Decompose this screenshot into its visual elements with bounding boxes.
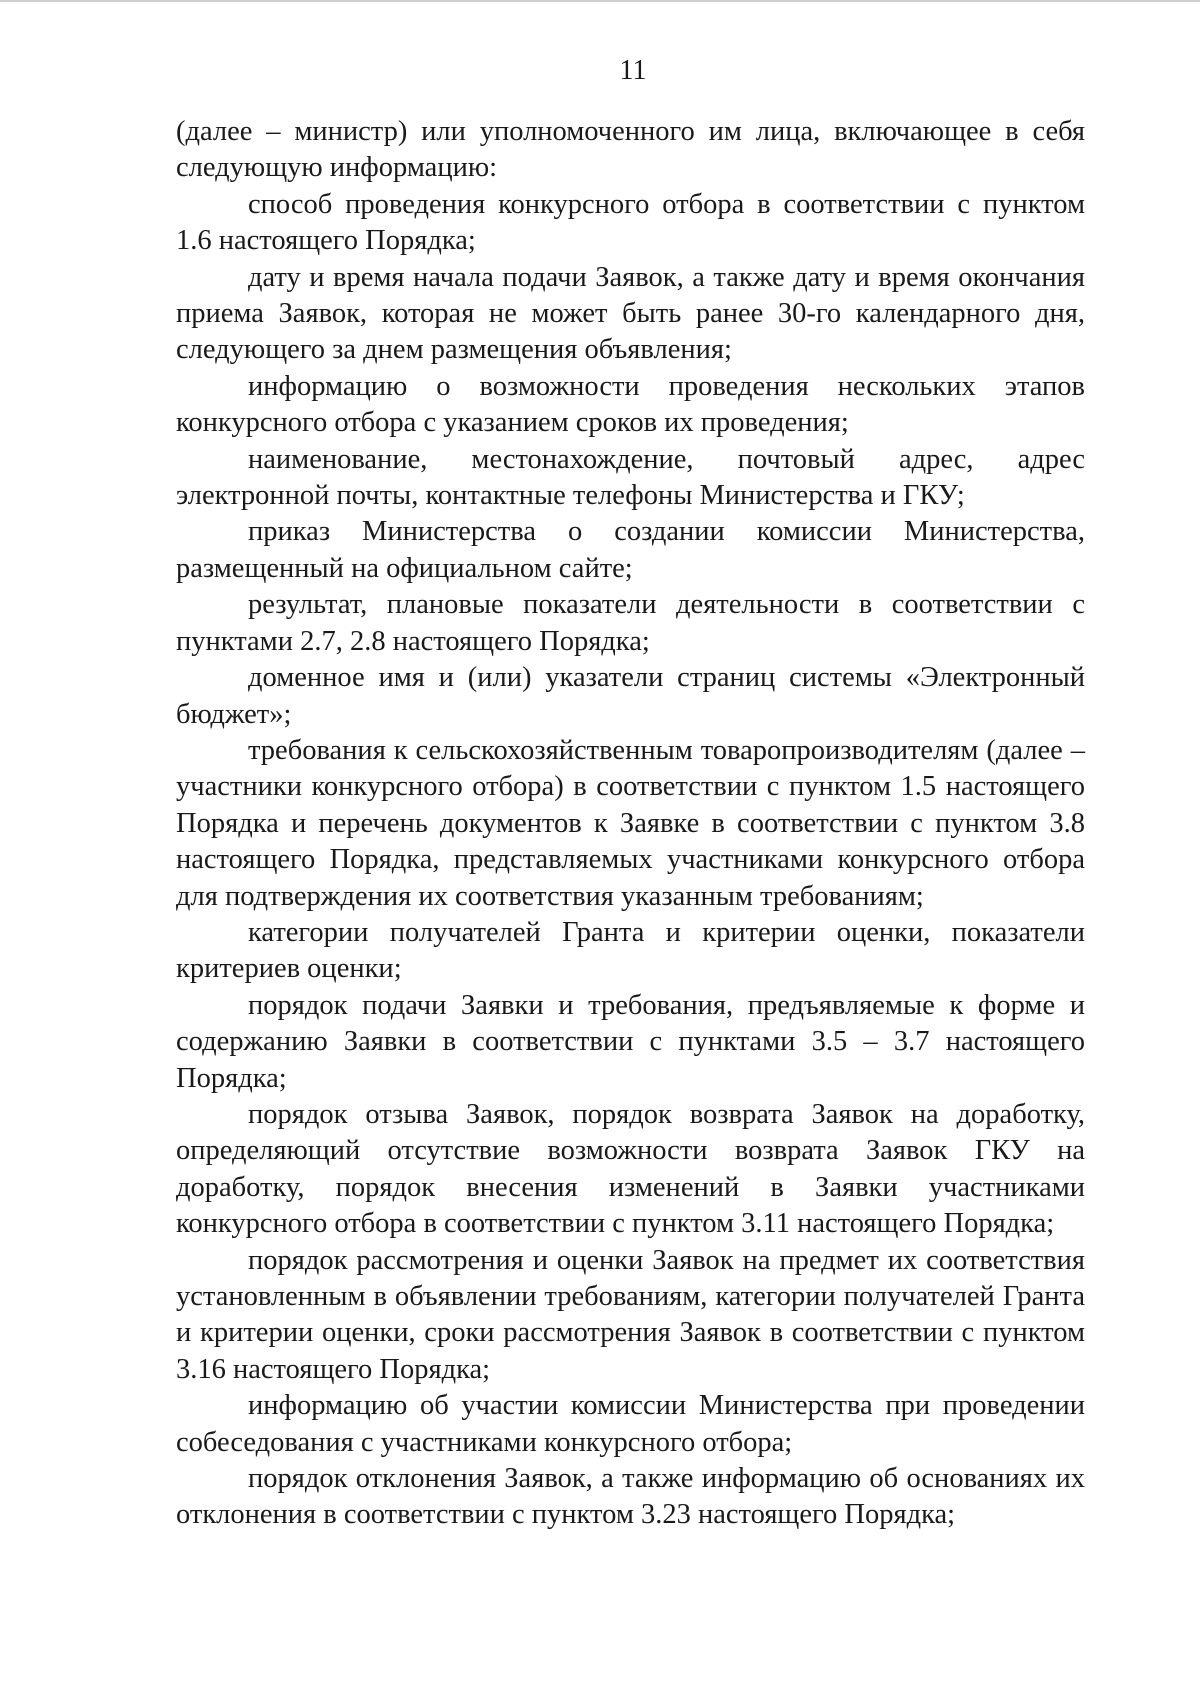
page-number: 11 <box>619 55 647 86</box>
paragraph-selection-method: способ проведения конкурсного отбора в соответствии с пунктом 1.6 настоящего Порядка; <box>176 188 1085 257</box>
paragraph-review-procedure: порядок рассмотрения и оценки Заявок на предмет их соответствия установленным в объявлении требованиям, категории получателей Гранта и критерии оценки, сроки рассмотрения Заявок в соответствии с пунктом 3.16 настоящего Порядка; <box>176 1244 1085 1385</box>
document-body <box>176 114 1085 1534</box>
page-top-edge <box>0 0 1200 2</box>
paragraph-interview-info: информацию об участии комиссии Министерства при проведении собеседования с участниками конкурсного отбора; <box>176 1390 1085 1458</box>
paragraph-withdrawal-procedure: порядок отзыва Заявок, порядок возврата Заявок на доработку, определяющий отсутствие возможности возврата Заявок ГКУ на доработку, порядок внесения изменений в Заявки участниками конкурсного отбора в соответствии с пунктом 3.11 настоящего Порядка; <box>176 1098 1085 1240</box>
paragraph-grant-categories: категории получателей Гранта и критерии оценки, показатели критериев оценки; <box>176 916 1085 985</box>
paragraph-rejection-procedure: порядок отклонения Заявок, а также информацию об основаниях их отклонения в соответствии с пунктом 3.23 настоящего Порядка; <box>176 1463 1085 1531</box>
paragraph-submission-dates: дату и время начала подачи Заявок, а также дату и время окончания приема Заявок, которая не может быть ранее 30-го календарного дня, следующего за днем размещения объявления; <box>176 261 1085 366</box>
paragraph-submission-procedure: порядок подачи Заявки и требования, предъявляемые к форме и содержанию Заявки в соответствии с пунктами 3.5 – 3.7 настоящего Порядка; <box>176 989 1085 1094</box>
paragraph-contacts: наименование, местонахождение, почтовый адрес, адрес электронной почты, контактные телефоны Министерства и ГКУ; <box>176 443 1085 512</box>
paragraph-participant-requirements: требования к сельскохозяйственным товаропроизводителям (далее – участники конкурсного отбора) в соответствии с пунктом 1.5 настоящего Порядка и перечень документов к Заявке в соответствии с пунктом 3.8 настоящего Порядка, представляемых участниками конкурсного отбора для подтверждения их соответствия указанным требованиям; <box>176 734 1085 912</box>
paragraph-stages-info: информацию о возможности проведения нескольких этапов конкурсного отбора с указанием сроков их проведения; <box>176 370 1085 439</box>
paragraph-results-indicators: результат, плановые показатели деятельности в соответствии с пунктами 2.7, 2.8 настоящего Порядка; <box>176 589 1085 657</box>
paragraph-commission-order: приказ Министерства о создании комиссии Министерства, размещенный на официальном сайте; <box>176 516 1085 584</box>
paragraph-domain-name: доменное имя и (или) указатели страниц системы «Электронный бюджет»; <box>176 662 1085 730</box>
paragraph-continuation: (далее – министр) или уполномоченного им лица, включающее в себя следующую информацию: <box>176 116 1085 184</box>
